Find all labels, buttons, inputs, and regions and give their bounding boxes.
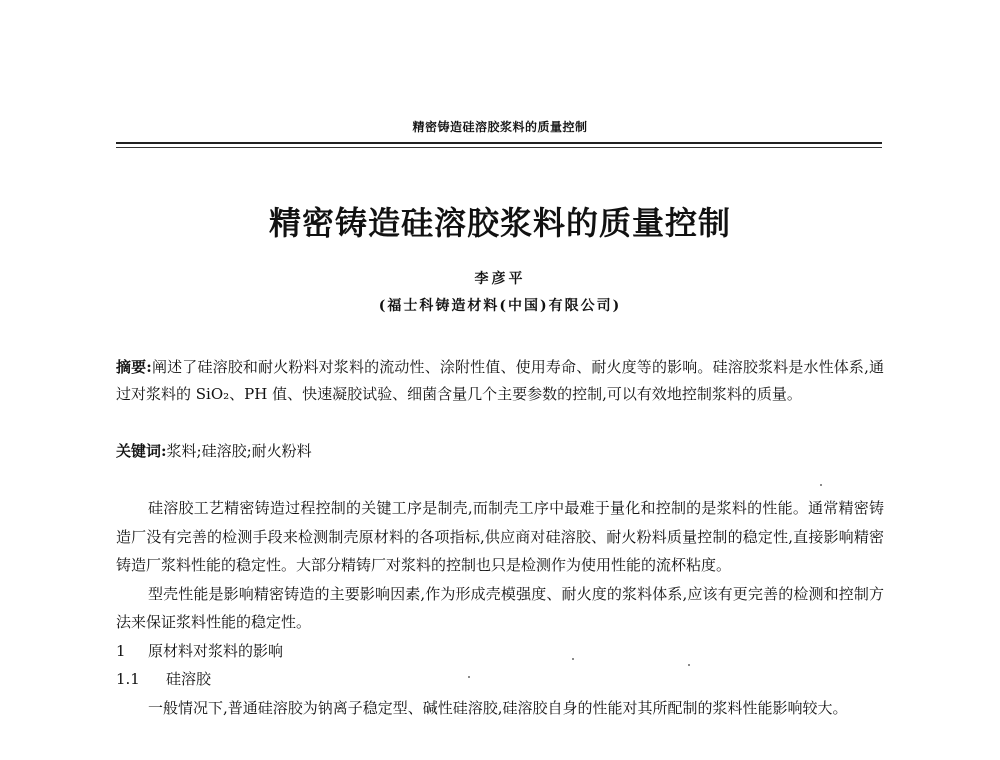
body-paragraph-3: 一般情况下,普通硅溶胶为钠离子稳定型、碱性硅溶胶,硅溶胶自身的性能对其所配制的浆料性能影响较大。 — [148, 698, 848, 717]
keywords — [116, 438, 884, 464]
section-title: 原材料对浆料的影响 — [148, 641, 284, 660]
header-rule-thick — [116, 142, 882, 144]
section-heading-1 — [116, 637, 884, 666]
abstract-label: 摘要: — [116, 358, 152, 376]
scan-speck — [468, 676, 470, 678]
body-text — [116, 494, 884, 722]
body-paragraph-2: 型壳性能是影响精密铸造的主要影响因素,作为形成壳模强度、耐火度的浆料体系,应该有更完善的检测和控制方法来保证浆料性能的稳定性。 — [116, 584, 884, 631]
scan-speck — [820, 484, 822, 486]
subsection-title: 硅溶胶 — [166, 670, 212, 688]
section-heading-1-1 — [116, 665, 884, 694]
abstract — [116, 354, 884, 408]
subsection-number: 1.1 — [116, 670, 140, 688]
author-name: 李彦平 — [474, 271, 526, 287]
running-head: 精密铸造硅溶胶浆料的质量控制 — [412, 120, 588, 134]
paper-title: 精密铸造硅溶胶浆料的质量控制 — [268, 204, 731, 242]
scan-speck — [688, 664, 690, 666]
keywords-text: 浆料;硅溶胶;耐火粉料 — [166, 442, 312, 460]
author-affiliation: (福士科铸造材料(中国)有限公司) — [378, 298, 622, 314]
keywords-label: 关键词: — [116, 442, 167, 460]
scan-speck — [572, 658, 574, 660]
section-number: 1 — [116, 641, 126, 660]
abstract-text: 阐述了硅溶胶和耐火粉料对浆料的流动性、涂附性值、使用寿命、耐火度等的影响。硅溶胶浆料是水性体系,通过对浆料的 SiO₂、PH 值、快速凝胶试验、细菌含量几个主要参数的控制,可以有效地控制浆料的质量。 — [116, 358, 884, 403]
body-paragraph-1: 硅溶胶工艺精密铸造过程控制的关键工序是制壳,而制壳工序中最难于量化和控制的是浆料的性能。通常精密铸造厂没有完善的检测手段来检测制壳原材料的各项指标,供应商对硅溶胶、耐火粉料质量控制的稳定性,直接影响精密铸造厂浆料性能的稳定性。大部分精铸厂对浆料的控制也只是检测作为使用性能的流杯粘度。 — [116, 499, 884, 574]
header-rule-thin — [116, 147, 882, 148]
